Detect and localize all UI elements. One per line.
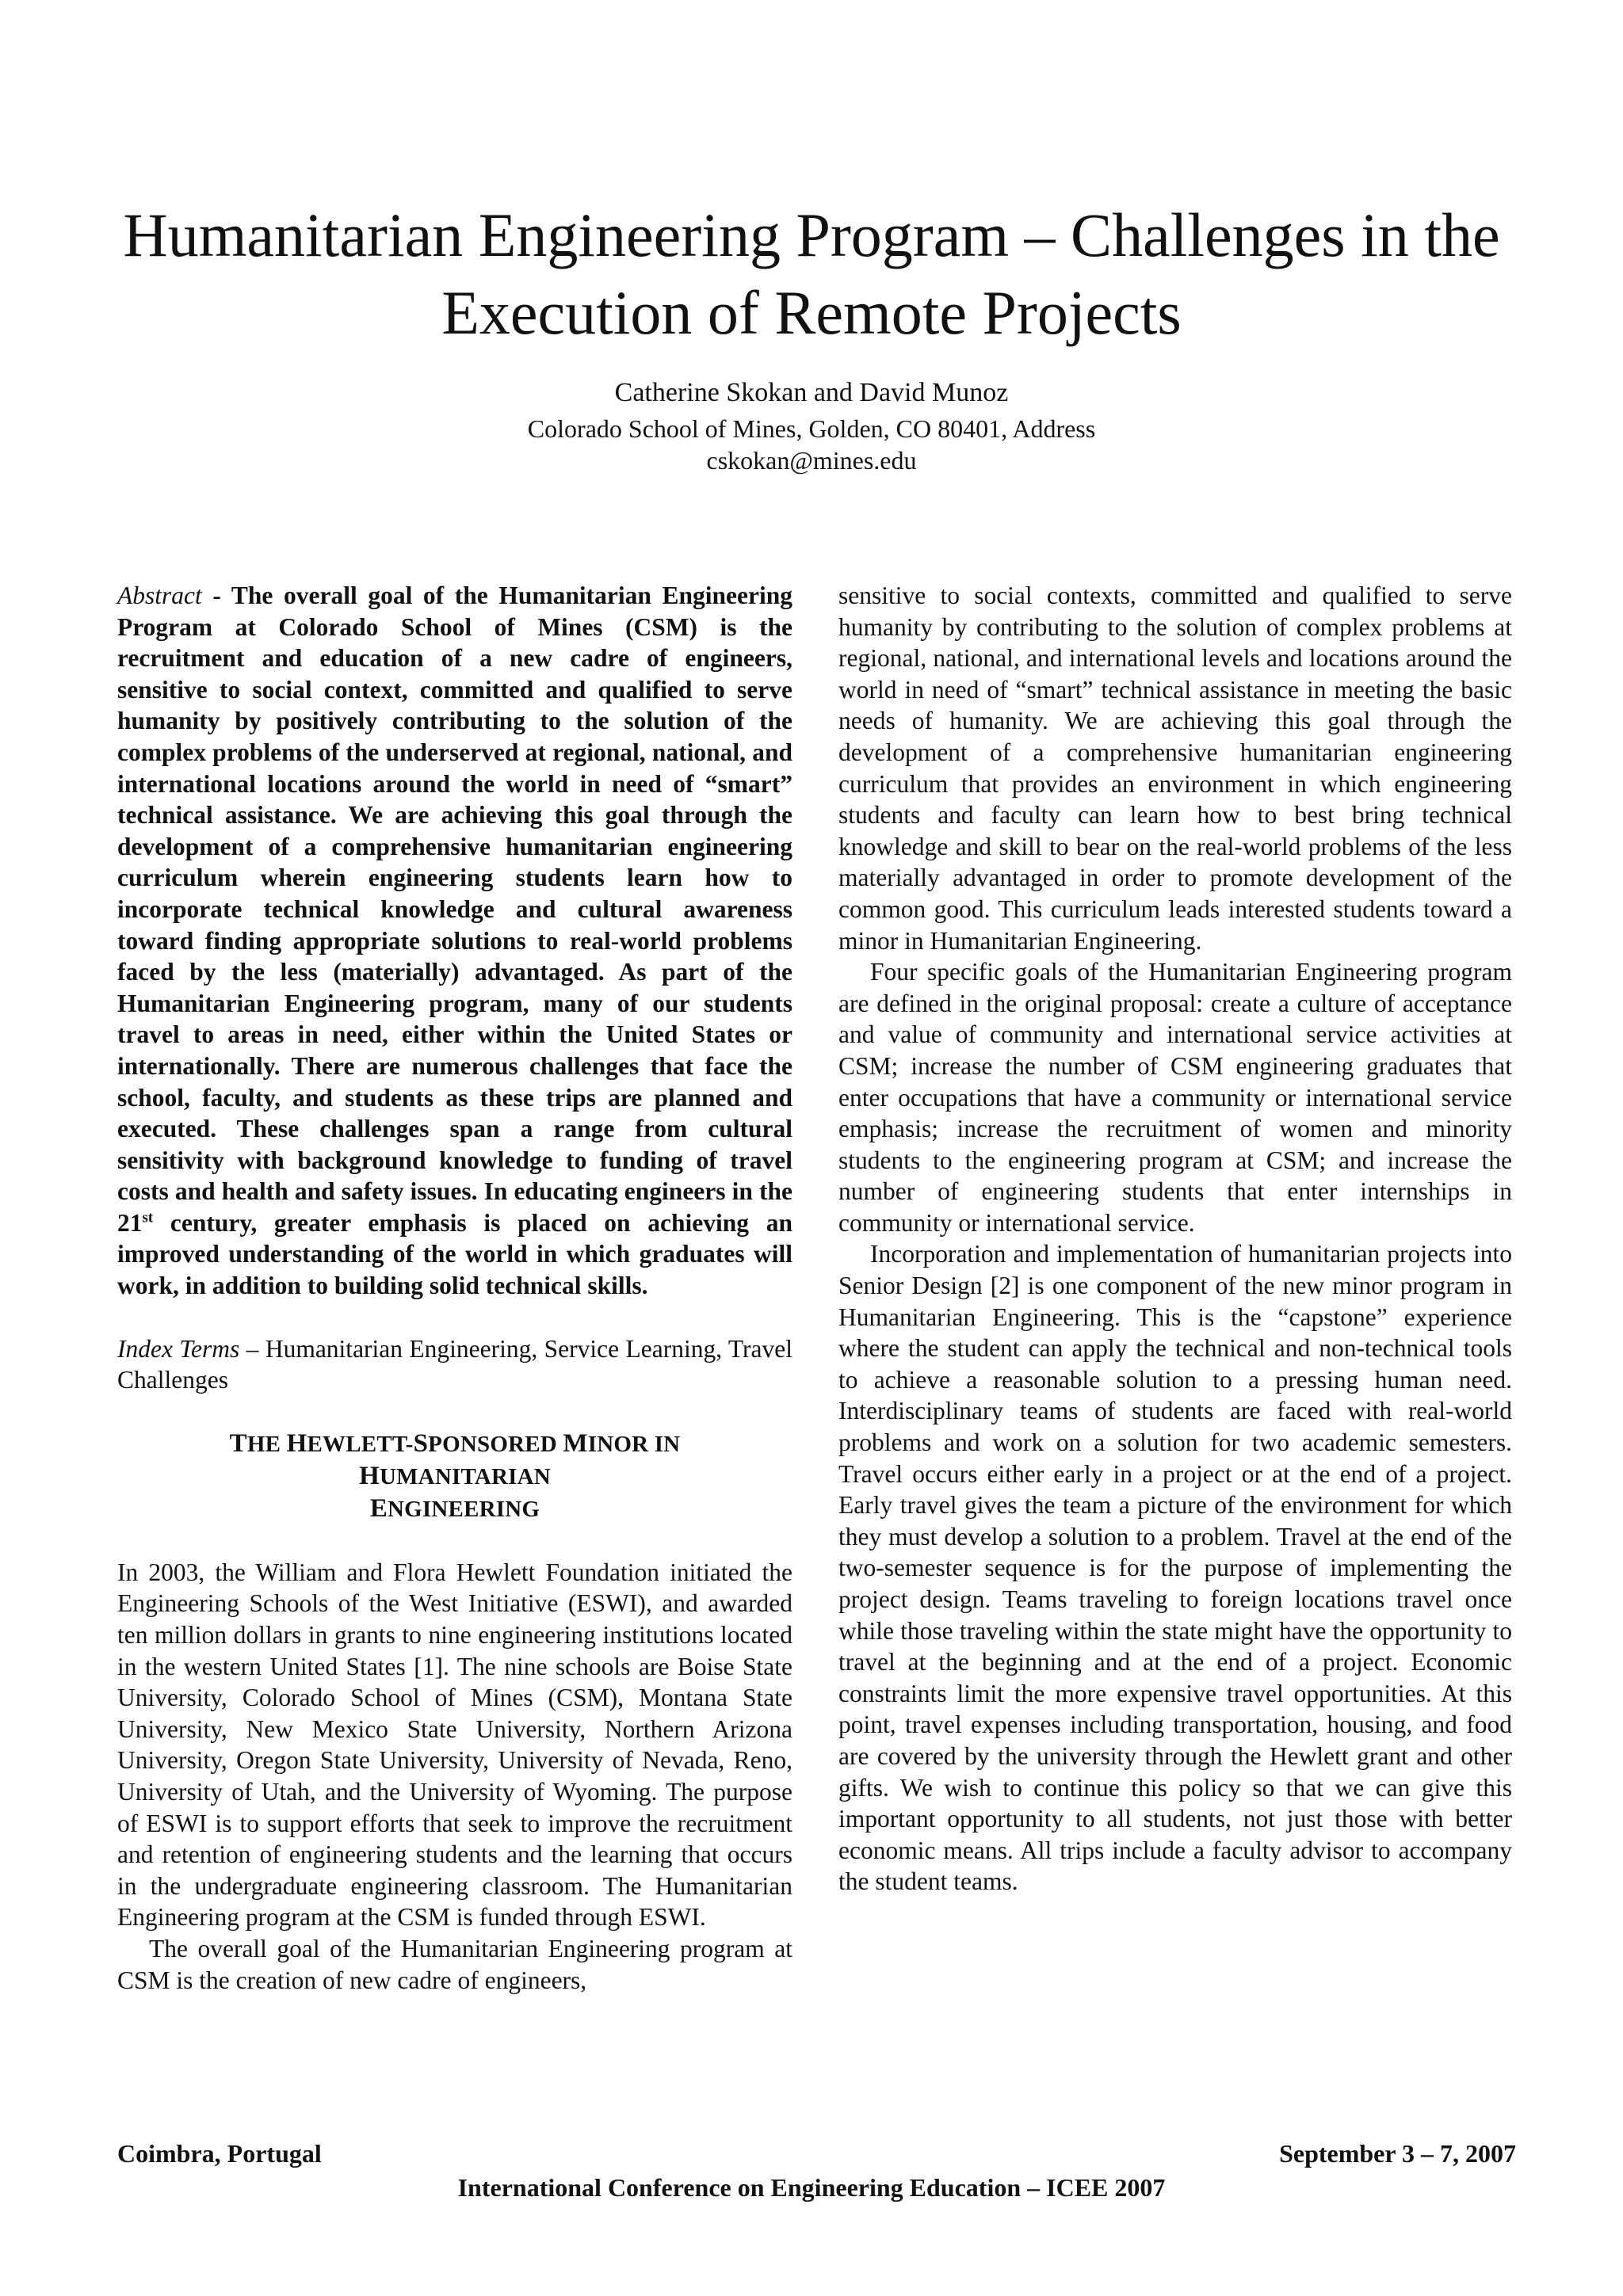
abstract-superscript: st: [142, 1209, 154, 1226]
abstract-text-end: century, greater emphasis is placed on achieving an improved understanding of the world in which graduates will work, in addition to building solid technical skills.: [117, 1208, 792, 1300]
heading-word-part: H: [286, 1428, 307, 1458]
body-paragraph: The overall goal of the Humanitarian Engineering program at CSM is the creation of new cadre of engineers,: [117, 1934, 792, 1994]
index-terms: [117, 1333, 792, 1396]
heading-word-part: M: [563, 1428, 588, 1458]
heading-word-part: HE: [246, 1431, 287, 1457]
heading-word-part: S: [413, 1428, 429, 1458]
paper-title: Humanitarian Engineering Program – Challenges in the Execution of Remote Projects: [123, 200, 1500, 347]
footer-dates: September 3 – 7, 2007: [1279, 2139, 1516, 2168]
body-paragraph: In 2003, the William and Flora Hewlett Foundation initiated the Engineering Schools of the West Initiative (ESWI), and awarded ten million dollars in grants to nine engineering institutions located in the western United States [1]. The nine schools are Boise State University, Colorado School of Mines (CSM), Montana State University, New Mexico State University, Northern Arizona University, Oregon State University, University of Nevada, Reno, University of Utah, and the University of Wyoming. The purpose of ESWI is to support efforts that seek to improve the recruitment and retention of engineering students and the learning that occurs in the undergraduate engineering classroom. The Humanitarian Engineering program at the CSM is funded through ESWI.: [117, 1558, 792, 1932]
heading-word-part: NGINEERING: [388, 1496, 540, 1522]
heading-word-part: UMANITARIAN: [379, 1463, 551, 1489]
abstract: [117, 580, 792, 1302]
heading-word-part: PONSORED: [428, 1431, 563, 1457]
right-column: [838, 580, 1512, 1897]
abstract-label: Abstract: [117, 582, 202, 609]
author-names: Catherine Skokan and David Munoz: [614, 378, 1009, 407]
footer-conference: International Conference on Engineering Education – ICEE 2007: [457, 2173, 1166, 2202]
heading-word-part: H: [359, 1461, 380, 1490]
left-column: [117, 580, 792, 1996]
section-heading: [133, 1428, 777, 1525]
index-terms-text: Humanitarian Engineering, Service Learning, Travel Challenges: [117, 1334, 793, 1394]
author-email[interactable]: cskokan@mines.edu: [706, 446, 917, 475]
body-paragraph: sensitive to social contexts, committed and qualified to serve humanity by contributing to the solution of complex problems at regional, national, and international levels and locations around the world in need of “smart” technical assistance in meeting the basic needs of humanity. We are achieving this goal through the development of a comprehensive humanitarian engineering curriculum that provides an environment in which engineering students and faculty can learn how to best bring technical knowledge and skill to bear on the real-world problems of the less materially advantaged in order to promote development of the common good. This curriculum leads interested students toward a minor in Humanitarian Engineering.: [838, 582, 1512, 955]
heading-word-part: EWLETT-: [307, 1431, 414, 1457]
heading-word-part: T: [229, 1428, 247, 1458]
abstract-text: The overall goal of the Humanitarian Engineering Program at Colorado School of Mines (CSM) is the recruitment and education of a new cadre of engineers, sensitive to social context, committed and qualified to serve humanity by positively contributing to the solution of the complex problems of the underserved at regional, national, and international locations around the world in need of “smart” technical assistance. We are achieving this goal through the development of a comprehensive humanitarian engineering curriculum wherein engineering students learn how to incorporate technical knowledge and cultural awareness toward finding appropriate solutions to real-world problems faced by the less (materially) advantaged. As part of the Humanitarian Engineering program, many of our students travel to areas in need, either within the United States or internationally. There are numerous challenges that face the school, faculty, and students as these trips are planned and executed. These challenges span a range from cultural sensitivity with background knowledge to funding of travel costs and health and safety issues. In educating engineers in the 21: [117, 582, 793, 1237]
body-paragraph: Incorporation and implementation of humanitarian projects into Senior Design [2] is one component of the new minor program in Humanitarian Engineering. This is the “capstone” experience where the student can apply the technical and non-technical tools to achieve a reasonable solution to a pressing human need. Interdisciplinary teams of students are faced with real-world problems and work on a solution for two academic semesters. Travel occurs either early in a project or at the end of a project. Early travel gives the team a picture of the environment for which they must develop a solution to a problem. Travel at the end of the two-semester sequence is for the purpose of implementing the project design. Teams traveling to foreign locations travel once while those traveling within the state might have the opportunity to travel at the beginning and at the end of a project. Economic constraints limit the more expensive travel opportunities. At this point, travel expenses including transportation, housing, and food are covered by the university through the Hewlett grant and other gifts. We wish to continue this policy so that we can give this important opportunity to all students, not just those with better economic means. All trips include a faculty advisor to accompany the student teams.: [838, 1240, 1512, 1896]
index-terms-separator: –: [239, 1334, 265, 1363]
abstract-separator: -: [201, 582, 231, 609]
index-terms-label: Index Terms: [117, 1334, 240, 1363]
body-paragraph: Four specific goals of the Humanitarian Engineering program are defined in the original proposal: create a culture of acceptance and value of community and international service activities at CSM; increase the number of CSM engineering graduates that enter occupations that have a community or international service emphasis; increase the recruitment of women and minority students to the engineering program at CSM; and increase the number of engineering students that enter internships in community or international service.: [838, 958, 1512, 1237]
heading-word-part: E: [369, 1493, 388, 1523]
author-affiliation: Colorado School of Mines, Golden, CO 80401, Address: [527, 414, 1096, 443]
footer-location: Coimbra, Portugal: [117, 2139, 322, 2168]
heading-word-part: INOR IN: [587, 1431, 681, 1457]
